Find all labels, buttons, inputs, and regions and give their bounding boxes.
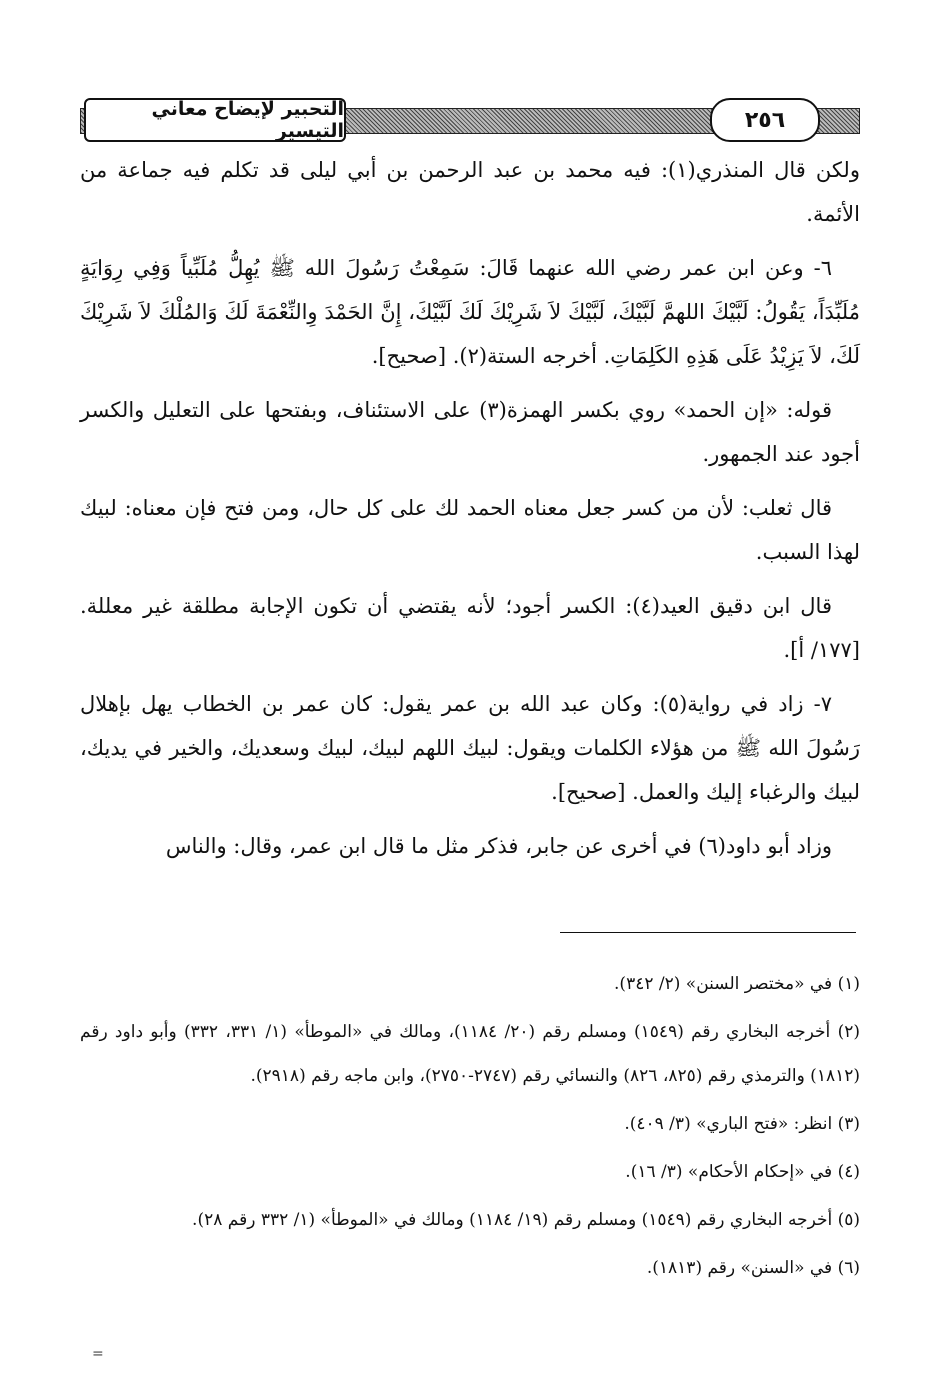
footnote: (٥) أخرجه البخاري رقم (١٥٤٩) ومسلم رقم (١٩/ ١١٨٤) ومالك في «الموطأ» (١/ ٣٣٢ رقم ٢٨). [192, 1210, 860, 1230]
footnote: (٢) أخرجه البخاري رقم (١٥٤٩) ومسلم رقم (٢٠/ ١١٨٤)، ومالك في «الموطأ» (١/ ٣٣١، ٣٣٢) وأبو داود رقم (١٨١٢) والترمذي رقم (٨٢٥، ٨٢٦) والنسائي رقم (٢٧٤٧-٢٧٥٠)، وابن ماجه رقم (٢٩١٨). [80, 1022, 860, 1086]
paragraph: قال ثعلب: لأن من كسر جعل معناه الحمد لك على كل حال، ومن فتح فإن معناه: لبيك لهذا السبب. [80, 496, 860, 564]
footnote: (١) في «مختصر السنن» (٢/ ٣٤٢). [614, 974, 860, 994]
paragraph: ولكن قال المنذري(١): فيه محمد بن عبد الرحمن بن أبي ليلى قد تكلم فيه جماعة من الأئمة. [80, 158, 860, 226]
book-title: التحبير لإيضاح معاني التيسير [84, 98, 346, 142]
paragraph: وزاد أبو داود(٦) في أخرى عن جابر، فذكر مثل ما قال ابن عمر، وقال: والناس [165, 834, 832, 858]
paragraph: قال ابن دقيق العيد(٤): الكسر أجود؛ لأنه يقتضي أن تكون الإجابة مطلقة غير معللة. [١٧٧/ أ]. [80, 594, 860, 662]
paragraph: ٧- زاد في رواية(٥): وكان عبد الله بن عمر يقول: كان عمر بن الخطاب يهل بإهلال رَسُولَ الله ﷺ من هؤلاء الكلمات ويقول: لبيك اللهم لبيك، لبيك وسعديك، والخير في يديك، لبيك والرغباء إليك والعمل. [صحيح]. [80, 692, 860, 804]
paragraph: قوله: «إن الحمد» روي بكسر الهمزة(٣) على الاستئناف، وبفتحها على التعليل والكسر أجود عند الجمهور. [80, 398, 860, 466]
footnote: (٤) في «إحكام الأحكام» (٣/ ١٦). [625, 1162, 860, 1182]
page-number: ٢٥٦ [710, 98, 820, 142]
footnote: (٣) انظر: «فتح الباري» (٣/ ٤٠٩). [624, 1114, 860, 1134]
footer-mark: = [92, 1346, 104, 1362]
page-header [80, 92, 860, 148]
main-text [80, 148, 860, 878]
footnotes [80, 962, 860, 1294]
paragraph: ٦- وعن ابن عمر رضي الله عنهما قَالَ: سَمِعْتُ رَسُولَ الله ﷺ يُهِلُّ مُلَبِّياً وَفِي رِوَايَةٍ مُلَبِّدَاً، يَقُولُ: لَبَّيْكَ اللهمَّ لَبَّيْكَ، لَبَّيْكَ لاَ شَرِيْكَ لَكَ لَبَّيْكَ، إِنَّ الحَمْدَ وِالنِّعْمَةَ لَكَ وَالمُلْكَ لاَ شَرِيْكَ لَكَ، لاَ يَزِيْدُ عَلَى هَذِهِ الكَلِمَاتِ. أخرجه الستة(٢). [صحيح]. [80, 256, 860, 368]
footnote: (٦) في «السنن» رقم (١٨١٣). [646, 1258, 860, 1278]
footnote-separator [560, 932, 856, 933]
